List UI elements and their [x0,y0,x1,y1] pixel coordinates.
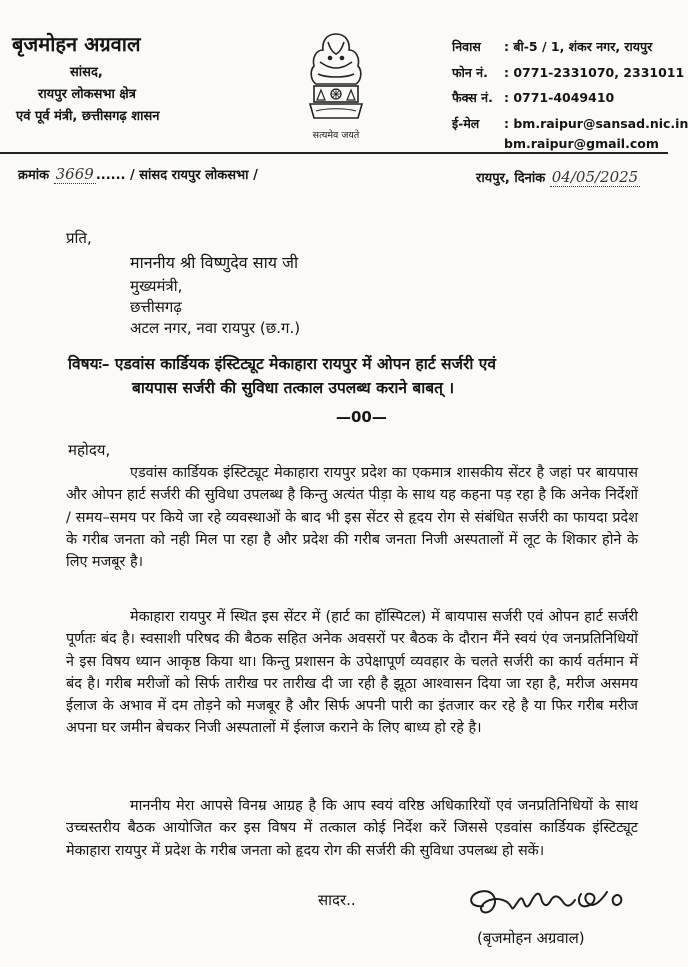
lion-capital-icon [296,28,376,128]
sender-name: बृजमोहन अग्रवाल [12,32,141,56]
letter-date: रायपुर, दिनांक 04/05/2025 [476,168,639,186]
reference-number: क्रमांक 3669 ...... / सांसद रायपुर लोकसभा / [18,165,258,183]
sender-former-post: एवं पूर्व मंत्री, छत्तीसगढ़ शासन [16,109,160,124]
subject-label: विषयः– [68,355,110,373]
signature-block [463,876,643,948]
emblem-motto: सत्यमेव जयते [312,130,360,141]
subject-separator: —00— [336,408,387,426]
contact-fax: फैक्स नं. : 0771-4049410 [452,90,615,105]
subject-line-1: एडवांस कार्डियक इंस्टिट्यूट मेकाहारा रायपुर में ओपन हार्ट सर्जरी एवं [114,355,496,373]
salutation: महोदय, [68,441,111,459]
sender-constituency: रायपुर लोकसभा क्षेत्र [38,87,136,102]
recipient-state: छत्तीसगढ़ [130,298,182,316]
letterhead-divider [0,152,668,154]
body-paragraph-1: एडवांस कार्डियक इंस्टिट्यूट मेकाहारा रायपुर प्रदेश का एकमात्र शासकीय सेंटर है जहां पर बायपास और ओपन हार्ट सर्जरी की सुविधा उपलब्ध है किन्तु अत्यंत पीड़ा के साथ यह कहना पड़ रहा है कि अनेक निर्देशों / समय–समय पर किये जा रहे व्यवस्थाओं के बाद भी इस सेंटर से हृदय रोग से संबंधित सर्जरी का फायदा प्रदेश के गरीब जनता को नही मिल पा रहा है और प्रदेश की गरीब जनता निजी अस्पतालों में लूट के शिकार होने के लिए मजबूर है। [66,465,638,571]
body-paragraph-3: माननीय मेरा आपसे विनम्र आग्रह है कि आप स्वयं वरिष्ठ अधिकारियों एवं जनप्रतिनिधियों के साथ उच्चस्तरीय बैठक आयोजित कर इस विषय में तत्काल कोई निर्देश करें जिससे एडवांस कार्डियक इंस्टिट्यूट मेकाहारा रायपुर में प्रदेश के गरीब जनता को हृदय रोग की सर्जरी की सुविधा उपलब्ध हो सकें। [66,798,638,859]
subject-block [68,352,648,400]
signatory-name: (बृजमोहन अग्रवाल) [477,929,585,947]
sender-designation: सांसद, [70,65,103,80]
closing: सादर.. [318,891,356,909]
recipient-address: अटल नगर, नवा रायपुर (छ.ग.) [130,319,301,337]
contact-phone: फोन नं. : 0771-2331070, 2331011 [452,65,685,80]
contact-email-alt: bm.raipur@gmail.com [504,136,659,151]
prati-label: प्रति, [66,229,92,247]
recipient-name: माननीय श्री विष्णुदेव साय जी [130,253,299,272]
national-emblem [296,28,376,141]
contact-email: ई-मेल : bm.raipur@sansad.nic.in [452,116,688,131]
subject-line-2: बायपास सर्जरी की सुविधा तत्काल उपलब्ध कराने बाबत् । [132,379,455,397]
recipient-designation: मुख्यमंत्री, [130,277,183,295]
handwritten-signature [463,876,643,928]
body-paragraph-2: मेकाहारा रायपुर में स्थित इस सेंटर में (हार्ट का हॉस्पिटल) में बायपास सर्जरी एवं ओपन हार्ट सर्जरी पूर्णतः बंद है। स्वसाशी परिषद की बैठक सहित अनेक अवसरों पर बैठक के दौरान मैंने स्वयं एंव जनप्रतिनिधियों ने इस विषय ध्यान आकृष्ठ किया था। किन्तु प्रशासन के उपेक्षापूर्ण व्यवहार के चलते सर्जरी का कार्य वर्तमान में बंद है। गरीब मरीजों को सिर्फ तारीख पर तारीख दी जा रही है झूठा आश्वासन दिया जा रहा है, मरीज असमय ईलाज के अभाव में दम तोड़ने को मजबूर है और सिर्फ अपनी पारी का इंतजार कर रहे है या फिर गरीब मरीज अपना घर जमीन बेचकर निजी अस्पतालों में ईलाज कराने के लिए बाध्य हो रहे है। [66,609,638,737]
contact-residence: निवास : बी-5 / 1, शंकर नगर, रायपुर [452,39,653,54]
